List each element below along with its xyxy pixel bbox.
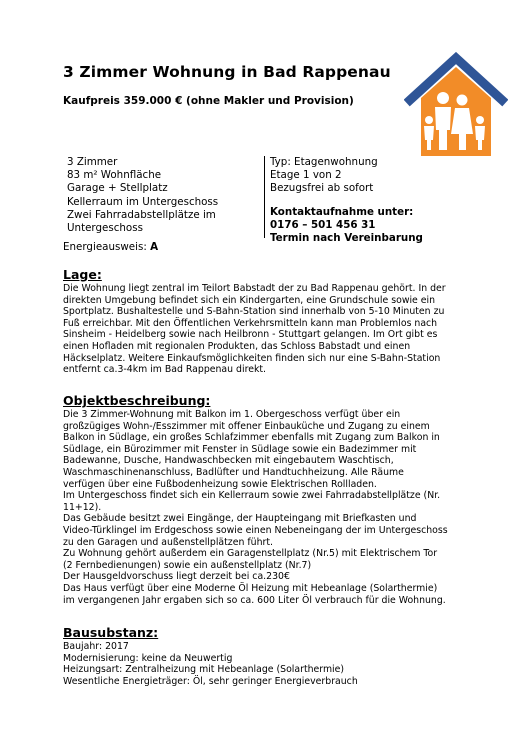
- bausubstanz-text: [63, 641, 483, 687]
- bausubstanz-line: Wesentliche Energieträger: Öl, sehr geringer Energieverbrauch: [63, 675, 358, 687]
- fact-bikes-2: Untergeschoss: [67, 222, 143, 235]
- objekt-line: Die 3 Zimmer-Wohnung mit Balkon im 1. Obergeschoss verfügt über ein: [63, 409, 401, 420]
- fact-area: 83 m² Wohnfläche: [67, 169, 162, 182]
- section-lage: [63, 268, 483, 376]
- page-title: 3 Zimmer Wohnung in Bad Rappenau: [63, 63, 391, 81]
- lage-text: [63, 283, 483, 376]
- lage-line: Die Wohnung liegt zentral im Teilort Babstadt der zu Bad Rappenau gehört. In der: [63, 283, 446, 294]
- fact-bikes-1: Zwei Fahrradabstellplätze im: [67, 208, 216, 221]
- objekt-line: Im Untergeschoss findet sich ein Kellerraum sowie zwei Fahrradabstellplätze (Nr.: [63, 490, 441, 502]
- objekt-line: Balkon in Südlage, ein großes Schlafzimmer ebenfalls mit Zugang zum Balkon in: [63, 432, 440, 444]
- facts-right: [264, 156, 440, 245]
- objekt-heading: Objektbeschreibung:: [63, 393, 211, 408]
- objekt-line: großzügiges Wohn-/Esszimmer mit offener Einbauküche und Zugang zu einem: [63, 420, 430, 432]
- objekt-line: Waschmaschinenanschluss, Badlüfter und Handtuchheizung. Alle Räume: [63, 466, 404, 478]
- house-family-icon: [404, 52, 508, 162]
- energy-value: A: [150, 241, 159, 253]
- objekt-line: im vergangenen Jahr ergaben sich so ca. 600 Liter Öl verbrauch für die Wohnung.: [63, 594, 446, 606]
- price-line: Kaufpreis 359.000 € (ohne Makler und Provision): [63, 95, 354, 107]
- objekt-line: Video-Türklingel im Erdgeschoss sowie einen Nebeneingang der im Untergeschoss: [63, 524, 448, 536]
- fact-parking: Garage + Stellplatz: [67, 182, 168, 195]
- lage-line: Sportplatz. Bushaltestelle und S-Bahn-Station sind innerhalb von 5-10 Minuten zu: [63, 306, 445, 318]
- energy-certificate: [63, 241, 158, 253]
- bausubstanz-line: Baujahr: 2017: [63, 641, 129, 652]
- objekt-line: Das Haus verfügt über eine Moderne Öl Heizung mit Hebeanlage (Solarthermie): [63, 582, 438, 594]
- objekt-line: zu den Garagen und außenstellplätzen führt.: [63, 536, 273, 548]
- objekt-line: Badewanne, Dusche, Handwaschbecken mit eingebautem Waschtisch,: [63, 455, 394, 467]
- section-objektbeschreibung: [63, 394, 483, 606]
- bausubstanz-line: Heizungsart: Zentralheizung mit Hebeanlage (Solarthermie): [63, 664, 345, 676]
- lage-line: entfernt ca.3-4km im Bad Rappenau direkt.: [63, 364, 267, 376]
- fact-availability: Bezugsfrei ab sofort: [270, 182, 374, 195]
- objekt-line: (2 Fernbedienungen) sowie ein außenstellplatz (Nr.7): [63, 559, 312, 571]
- contact-appointment: Termin nach Vereinbarung: [270, 232, 423, 245]
- objekt-line: verfügen über eine Fußbodenheizung sowie Elektrischen Rollladen.: [63, 478, 377, 490]
- fact-floor: Etage 1 von 2: [270, 169, 342, 182]
- fact-rooms: 3 Zimmer: [67, 156, 118, 168]
- bausubstanz-line: Modernisierung: keine da Neuwertig: [63, 652, 233, 664]
- objekt-text: [63, 409, 483, 606]
- objekt-line: 11+12).: [63, 501, 102, 513]
- fact-cellar: Kellerraum im Untergeschoss: [67, 195, 219, 208]
- lage-line: Sinsheim - Heidelberg sowie nach Heilbronn - Stuttgart gelangen. Im Ort gibt es: [63, 329, 438, 341]
- lage-line: Häckselplatz. Weitere Einkaufsmöglichkeiten finden sich nur eine S-Bahn-Station: [63, 352, 441, 364]
- objekt-line: Der Hausgeldvorschuss liegt derzeit bei ca.230€: [63, 571, 290, 583]
- energy-label: Energieausweis:: [63, 241, 151, 253]
- objekt-line: Südlage, ein Bürozimmer mit Fenster in Südlage sowie ein Badezimmer mit: [63, 443, 417, 455]
- bausubstanz-heading: Bausubstanz:: [63, 625, 159, 640]
- lage-heading: Lage:: [63, 267, 102, 282]
- lage-line: Fuß erreichbar. Mit den Öffentlichen Verkehrsmitteln kann man Problemlos nach: [63, 317, 438, 329]
- objekt-line: Das Gebäude besitzt zwei Eingänge, der Haupteingang mit Briefkasten und: [63, 513, 417, 525]
- facts-left: [67, 156, 259, 235]
- contact-label: Kontaktaufnahme unter:: [270, 205, 414, 218]
- contact-phone[interactable]: 0176 – 501 456 31: [270, 218, 376, 231]
- lage-line: direkten Umgebung befindet sich ein Kindergarten, eine Grundschule sowie ein: [63, 294, 436, 306]
- fact-type: Typ: Etagenwohnung: [270, 156, 378, 168]
- objekt-line: Zu Wohnung gehört außerdem ein Garagenstellplatz (Nr.5) mit Elektrischem Tor: [63, 548, 438, 560]
- section-bausubstanz: [63, 626, 483, 687]
- lage-line: einen Hofladen mit regionalen Produkten, das Schloss Babstadt und einen: [63, 340, 411, 352]
